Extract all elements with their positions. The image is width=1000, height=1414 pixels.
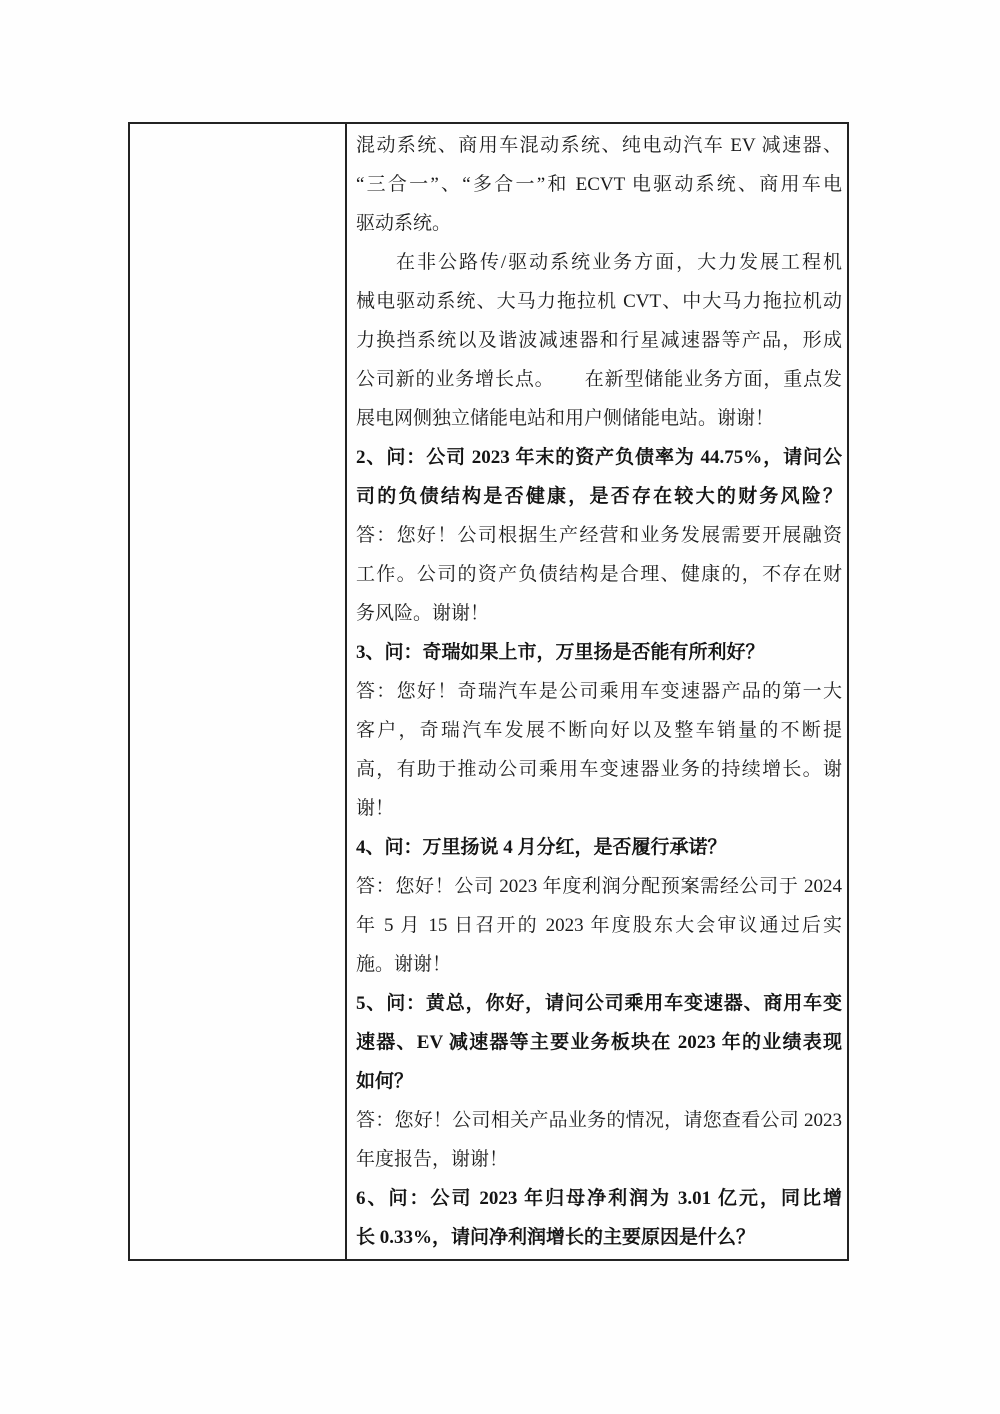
qa-line: 高，有助于推动公司乘用车变速器业务的持续增长。谢 xyxy=(356,759,842,780)
qa-text-block xyxy=(356,126,842,1257)
qa-table xyxy=(128,122,849,1261)
qa-line: 答：您好！公司 2023 年度利润分配预案需经公司于 2024 xyxy=(356,876,842,897)
qa-line: 4、问：万里扬说 4 月分红，是否履行承诺？ xyxy=(356,837,727,858)
qa-line: 施。谢谢！ xyxy=(356,954,452,975)
qa-line: 司的负债结构是否健康，是否存在较大的财务风险？ xyxy=(356,486,842,507)
qa-line: 长 0.33%，请问净利润增长的主要原因是什么？ xyxy=(356,1227,756,1248)
qa-line: 驱动系统。 xyxy=(356,213,452,234)
table-right-cell xyxy=(347,124,847,1259)
qa-line: 速器、EV 减速器等主要业务板块在 2023 年的业绩表现 xyxy=(356,1032,842,1053)
table-left-cell xyxy=(130,124,347,1259)
qa-line: 谢！ xyxy=(356,798,395,819)
qa-line: 年度报告，谢谢！ xyxy=(356,1149,509,1170)
qa-line: 3、问：奇瑞如果上市，万里扬是否能有所利好？ xyxy=(356,642,765,663)
qa-line: 工作。公司的资产负债结构是合理、健康的，不存在财 xyxy=(356,564,842,585)
qa-line: 答：您好！公司相关产品业务的情况，请您查看公司 2023 xyxy=(356,1110,842,1131)
qa-line: 客户，奇瑞汽车发展不断向好以及整车销量的不断提 xyxy=(356,720,842,741)
qa-line: 如何？ xyxy=(356,1071,414,1092)
qa-line: 2、问：公司 2023 年末的资产负债率为 44.75%，请问公 xyxy=(356,447,842,468)
qa-line: 在非公路传/驱动系统业务方面，大力发展工程机 xyxy=(396,252,842,273)
qa-line: 5、问：黄总，你好，请问公司乘用车变速器、商用车变 xyxy=(356,993,842,1014)
qa-line: 公司新的业务增长点。 在新型储能业务方面，重点发 xyxy=(356,369,842,390)
qa-line: 务风险。谢谢！ xyxy=(356,603,490,624)
qa-line: 年 5 月 15 日召开的 2023 年度股东大会审议通过后实 xyxy=(356,915,842,936)
qa-line: 6、问：公司 2023 年归母净利润为 3.01 亿元，同比增 xyxy=(356,1188,842,1209)
qa-line: “三合一”、“多合一”和 ECVT 电驱动系统、商用车电 xyxy=(356,174,842,195)
qa-line: 械电驱动系统、大马力拖拉机 CVT、中大马力拖拉机动 xyxy=(356,291,842,312)
qa-line: 展电网侧独立储能电站和用户侧储能电站。谢谢！ xyxy=(356,408,775,429)
qa-line: 力换挡系统以及谐波减速器和行星减速器等产品，形成 xyxy=(356,330,842,351)
qa-line: 答：您好！奇瑞汽车是公司乘用车变速器产品的第一大 xyxy=(356,681,842,702)
qa-line: 答：您好！公司根据生产经营和业务发展需要开展融资 xyxy=(356,525,842,546)
qa-line: 混动系统、商用车混动系统、纯电动汽车 EV 减速器、 xyxy=(356,135,842,156)
